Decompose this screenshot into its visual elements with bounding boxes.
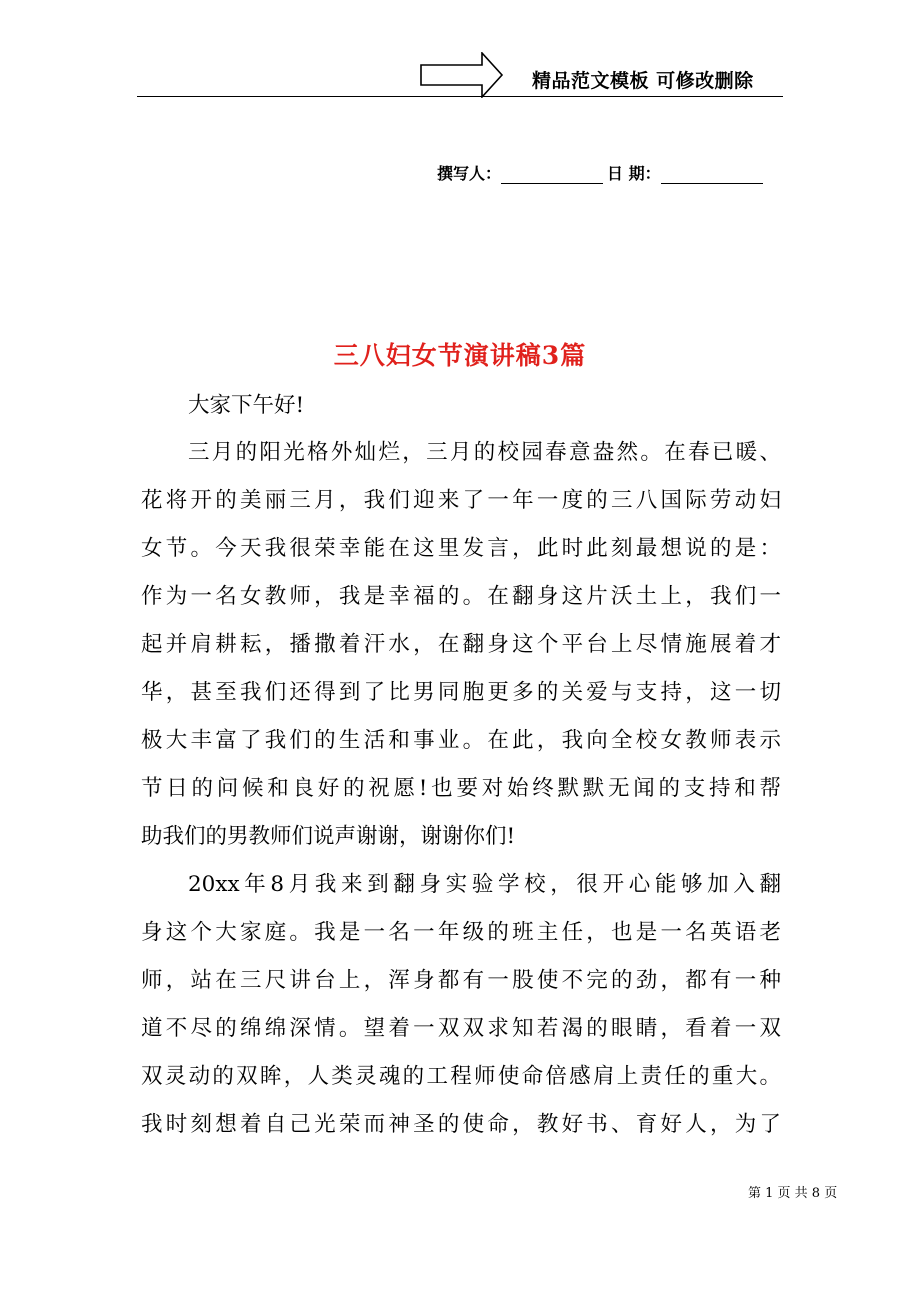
header-divider <box>137 96 783 97</box>
header-title: 精品范文模板 可修改删除 <box>532 70 754 92</box>
date-label: 日 期： <box>607 164 661 183</box>
right-arrow-icon <box>420 52 504 98</box>
author-label: 撰写人： <box>437 164 502 183</box>
body-line: 花将开的美丽三月，我们迎来了一年一度的三八国际劳动妇 <box>141 488 781 513</box>
page-number: 第 1 页 共 8 页 <box>748 1186 838 1201</box>
body-line: 助我们的男教师们说声谢谢，谢谢你们! <box>141 824 516 849</box>
body-line: 身这个大家庭。我是一名一年级的班主任，也是一名英语老 <box>141 920 781 945</box>
body-line: 20xx年8月我来到翻身实验学校，很开心能够加入翻 <box>188 872 781 897</box>
body-line: 起并肩耕耘，播撒着汗水，在翻身这个平台上尽情施展着才 <box>141 632 781 657</box>
body-line: 节日的问候和良好的祝愿!也要对始终默默无闻的支持和帮 <box>141 776 781 801</box>
body-line: 极大丰富了我们的生活和事业。在此，我向全校女教师表示 <box>141 728 781 753</box>
body-line: 双灵动的双眸，人类灵魂的工程师使命倍感肩上责任的重大。 <box>141 1064 781 1089</box>
body-line: 女节。今天我很荣幸能在这里发言，此时此刻最想说的是： <box>141 536 781 561</box>
author-date-row <box>437 162 767 184</box>
document-title: 三八妇女节演讲稿3篇 <box>333 341 587 370</box>
greeting-line: 大家下午好! <box>188 393 305 418</box>
body-line: 作为一名女教师，我是幸福的。在翻身这片沃土上，我们一 <box>141 584 781 609</box>
author-field[interactable] <box>501 165 603 184</box>
body-line: 三月的阳光格外灿烂，三月的校园春意盎然。在春已暖、 <box>188 440 781 465</box>
body-line: 华，甚至我们还得到了比男同胞更多的关爱与支持，这一切 <box>141 680 781 705</box>
body-line: 师，站在三尺讲台上，浑身都有一股使不完的劲，都有一种 <box>141 968 781 993</box>
body-line: 道不尽的绵绵深情。望着一双双求知若渴的眼睛，看着一双 <box>141 1016 781 1041</box>
date-field[interactable] <box>661 165 763 184</box>
body-line: 我时刻想着自己光荣而神圣的使命，教好书、育好人，为了 <box>141 1112 781 1137</box>
